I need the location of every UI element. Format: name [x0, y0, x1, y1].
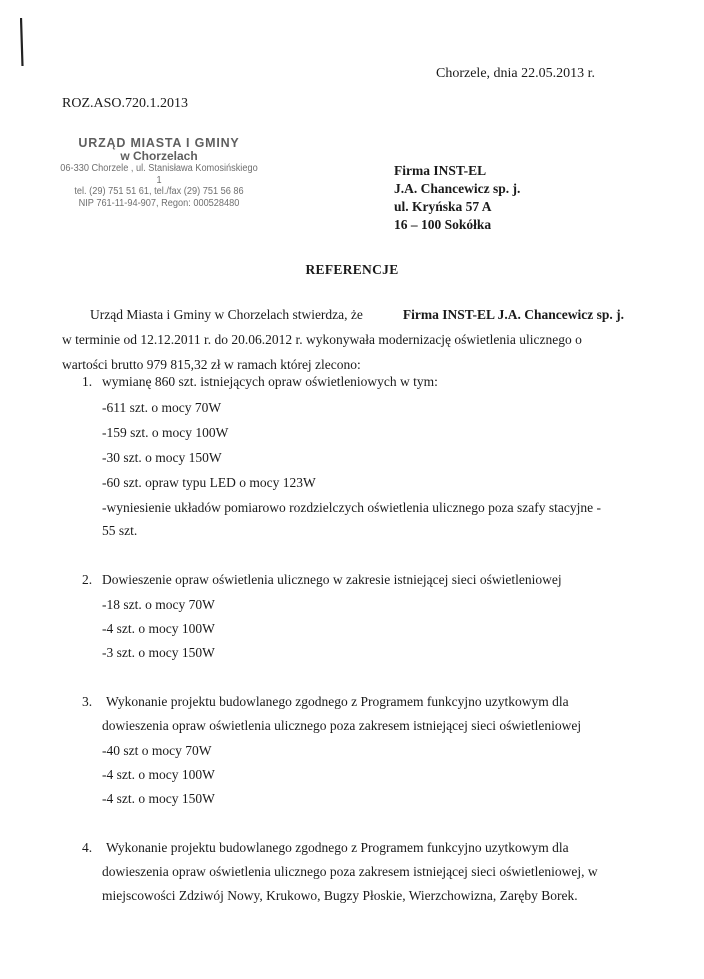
stamp-phones: tel. (29) 751 51 61, tel./fax (29) 751 56 86 — [74, 186, 244, 197]
item-number: 4. — [82, 840, 93, 855]
pen-mark — [20, 18, 24, 68]
intro-text: Urząd Miasta i Gminy w Chorzelach stwierdza, że — [90, 307, 363, 322]
item-number: 2. — [82, 572, 93, 587]
intro-paragraph — [62, 302, 624, 377]
item-detail: 55 szt. — [102, 523, 138, 538]
item-number: 3. — [82, 694, 93, 709]
item-number: 1. — [82, 374, 93, 389]
recipient-line: J.A. Chancewicz sp. j. — [394, 181, 521, 196]
item-detail: -4 szt. o mocy 150W — [102, 791, 215, 806]
item-detail: -wyniesienie układów pomiarowo rozdzielczych oświetlenia ulicznego poza szafy stacyjne - — [102, 500, 601, 515]
item-text: Wykonanie projektu budowlanego zgodnego z Programem funkcyjno uzytkowym dla — [106, 840, 569, 855]
intro-text: w terminie od 12.12.2011 r. do 20.06.2012 r. wykonywała modernizację oświetlenia ulicznego o — [62, 332, 582, 347]
item-detail: dowieszenia opraw oświetlenia ulicznego poza zakresem istniejącej sieci oświetleniowej, w — [102, 864, 598, 879]
item-detail: miejscowości Zdziwój Nowy, Krukowo, Bugzy Płoskie, Wierzchowizna, Zaręby Borek. — [102, 888, 578, 903]
recipient-line: Firma INST-EL — [394, 163, 487, 178]
item-detail: -3 szt. o mocy 150W — [102, 645, 215, 660]
item-detail: -60 szt. opraw typu LED o mocy 123W — [102, 475, 316, 490]
company-name: Firma INST-EL J.A. Chancewicz sp. j. — [402, 307, 624, 322]
place-date: Chorzele, dnia 22.05.2013 r. — [436, 66, 596, 81]
stamp-office-name: URZĄD MIASTA I GMINY — [78, 136, 240, 150]
item-text: Dowieszenie opraw oświetlenia ulicznego w zakresie istniejącej sieci oświetleniowej — [102, 572, 562, 587]
item-detail: -18 szt. o mocy 70W — [102, 597, 215, 612]
reference-number: ROZ.ASO.720.1.2013 — [62, 96, 189, 111]
intro-text: wartości brutto 979 815,32 zł w ramach której zlecono: — [62, 357, 361, 372]
stamp-address: 06-330 Chorzele , ul. Stanisława Komosińskiego 1 — [60, 163, 258, 186]
item-text: Wykonanie projektu budowlanego zgodnego z Programem funkcyjno uzytkowym dla — [106, 694, 569, 709]
item-detail: -159 szt. o mocy 100W — [102, 425, 229, 440]
office-stamp — [48, 136, 270, 209]
recipient-line: ul. Kryńska 57 A — [394, 199, 492, 214]
item-detail: dowieszenia opraw oświetlenia ulicznego poza zakresem istniejącej sieci oświetleniowej — [102, 718, 582, 733]
item-detail: -4 szt. o mocy 100W — [102, 621, 215, 636]
item-detail: -4 szt. o mocy 100W — [102, 767, 215, 782]
stamp-town: w Chorzelach — [120, 149, 198, 163]
item-detail: -40 szt o mocy 70W — [102, 743, 212, 758]
item-detail: -611 szt. o mocy 70W — [102, 400, 222, 415]
intro-line — [62, 302, 624, 327]
item-text: wymianę 860 szt. istniejących opraw oświetleniowych w tym: — [102, 374, 438, 389]
stamp-ids: NIP 761-11-94-907, Regon: 000528480 — [78, 197, 240, 209]
intro-line — [62, 327, 624, 352]
item-detail: -30 szt. o mocy 150W — [102, 450, 222, 465]
recipient-line: 16 – 100 Sokółka — [394, 217, 492, 232]
document-title: REFERENCJE — [305, 262, 399, 277]
recipient-address — [394, 162, 520, 234]
